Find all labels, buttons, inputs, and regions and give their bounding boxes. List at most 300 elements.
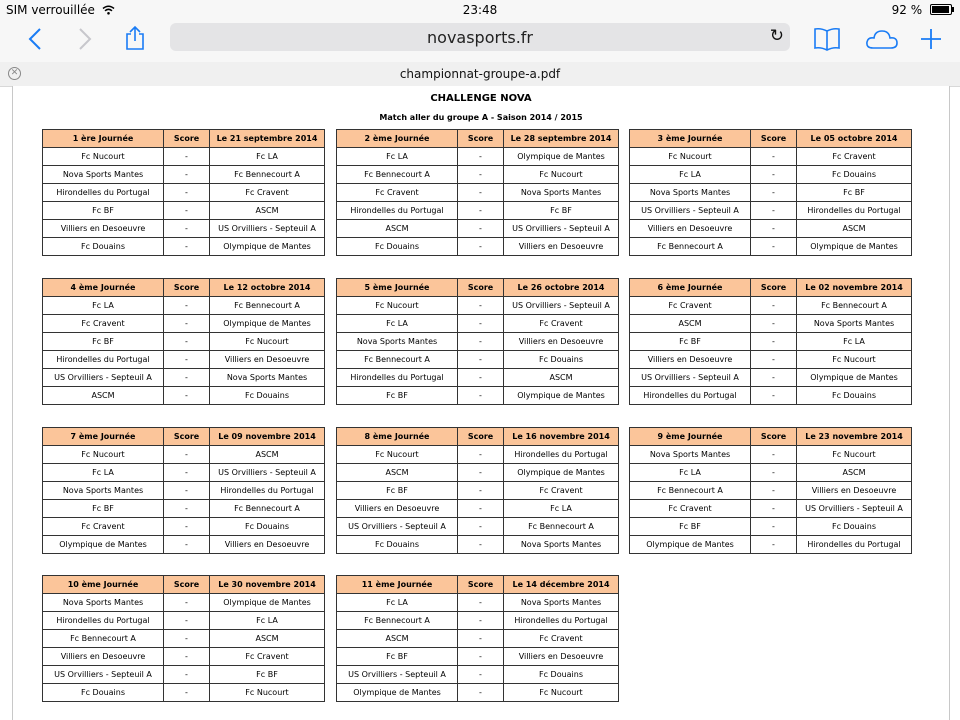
away-team: Fc Bennecourt A [210, 166, 325, 184]
away-team: Fc Cravent [210, 648, 325, 666]
round-date: Le 14 décembre 2014 [504, 576, 619, 594]
match-row [337, 594, 619, 612]
match-row [43, 166, 325, 184]
away-team: Villiers en Desoeuvre [210, 536, 325, 554]
round-label: 5 ème Journée [337, 279, 458, 297]
away-team: Olympique de Mantes [504, 148, 619, 166]
status-bar [0, 0, 960, 20]
match-score: - [164, 536, 210, 554]
home-team: US Orvilliers - Septeuil A [337, 666, 458, 684]
match-row [337, 387, 619, 405]
match-row [337, 238, 619, 256]
match-score: - [458, 351, 504, 369]
match-row [43, 612, 325, 630]
match-score: - [164, 446, 210, 464]
score-header: Score [164, 279, 210, 297]
match-score: - [164, 220, 210, 238]
back-icon [28, 27, 42, 51]
home-team: Fc LA [337, 148, 458, 166]
home-team: Fc BF [337, 482, 458, 500]
match-score: - [458, 238, 504, 256]
match-score: - [164, 630, 210, 648]
pdf-document [12, 86, 950, 720]
match-score: - [164, 202, 210, 220]
away-team: Villiers en Desoeuvre [504, 238, 619, 256]
score-header: Score [164, 428, 210, 446]
match-row [43, 684, 325, 702]
away-team: Fc Bennecourt A [210, 297, 325, 315]
home-team: Fc Cravent [630, 297, 751, 315]
match-row [43, 148, 325, 166]
round-header-row [43, 576, 325, 594]
match-score: - [458, 184, 504, 202]
home-team: Villiers en Desoeuvre [337, 500, 458, 518]
match-score: - [164, 387, 210, 405]
match-score: - [164, 666, 210, 684]
away-team: Fc Douains [797, 166, 912, 184]
bookmarks-icon [813, 27, 841, 51]
home-team: Fc Douains [43, 684, 164, 702]
round-label: 9 ème Journée [630, 428, 751, 446]
home-team: Nova Sports Mantes [630, 184, 751, 202]
home-team: Nova Sports Mantes [43, 166, 164, 184]
away-team: Fc BF [797, 184, 912, 202]
home-team: Fc BF [337, 648, 458, 666]
match-row [337, 166, 619, 184]
home-team: Villiers en Desoeuvre [43, 220, 164, 238]
match-score: - [751, 184, 797, 202]
match-score: - [751, 369, 797, 387]
match-row [337, 148, 619, 166]
round-date: Le 12 octobre 2014 [210, 279, 325, 297]
match-score: - [458, 166, 504, 184]
away-team: Villiers en Desoeuvre [504, 333, 619, 351]
battery-status [892, 3, 952, 17]
reload-button[interactable] [770, 26, 784, 46]
home-team: Fc BF [630, 333, 751, 351]
round-header-row [43, 279, 325, 297]
home-team: Fc LA [43, 464, 164, 482]
away-team: Nova Sports Mantes [797, 315, 912, 333]
match-score: - [164, 369, 210, 387]
away-team: Fc Bennecourt A [210, 500, 325, 518]
round-date: Le 16 novembre 2014 [504, 428, 619, 446]
home-team: Fc BF [337, 387, 458, 405]
home-team: Fc Bennecourt A [337, 166, 458, 184]
away-team: Nova Sports Mantes [504, 536, 619, 554]
match-row [630, 333, 912, 351]
round-date: Le 09 novembre 2014 [210, 428, 325, 446]
round-date: Le 05 octobre 2014 [797, 130, 912, 148]
home-team: Fc Bennecourt A [43, 630, 164, 648]
match-row [43, 220, 325, 238]
match-row [630, 220, 912, 238]
home-team: Fc Bennecourt A [630, 482, 751, 500]
match-row [337, 333, 619, 351]
round-label: 11 ème Journée [337, 576, 458, 594]
home-team: Hirondelles du Portugal [630, 387, 751, 405]
match-row [43, 518, 325, 536]
away-team: US Orvilliers - Septeuil A [210, 464, 325, 482]
match-score: - [458, 666, 504, 684]
home-team: Fc LA [337, 315, 458, 333]
match-score: - [751, 536, 797, 554]
score-header: Score [751, 130, 797, 148]
match-row [337, 464, 619, 482]
away-team: US Orvilliers - Septeuil A [210, 220, 325, 238]
match-row [337, 369, 619, 387]
away-team: Fc Cravent [797, 148, 912, 166]
home-team: Hirondelles du Portugal [43, 612, 164, 630]
match-score: - [751, 351, 797, 369]
away-team: Fc LA [797, 333, 912, 351]
match-score: - [164, 166, 210, 184]
round-date: Le 30 novembre 2014 [210, 576, 325, 594]
match-row [43, 315, 325, 333]
away-team: Fc Nucourt [797, 351, 912, 369]
battery-percent: 92 % [891, 3, 923, 17]
match-row [43, 351, 325, 369]
match-row [337, 666, 619, 684]
away-team: Olympique de Mantes [210, 315, 325, 333]
cloud-icon [865, 28, 899, 50]
away-team: ASCM [797, 220, 912, 238]
pdf-header-bar [0, 62, 960, 87]
away-team: Fc Bennecourt A [504, 518, 619, 536]
away-team: Hirondelles du Portugal [797, 536, 912, 554]
away-team: Fc Douains [504, 351, 619, 369]
match-score: - [458, 202, 504, 220]
home-team: Fc Nucourt [43, 148, 164, 166]
match-row [337, 446, 619, 464]
home-team: Fc Bennecourt A [337, 351, 458, 369]
home-team: US Orvilliers - Septeuil A [630, 202, 751, 220]
match-row [630, 464, 912, 482]
home-team: Fc Bennecourt A [337, 612, 458, 630]
match-score: - [164, 648, 210, 666]
round-label: 10 ème Journée [43, 576, 164, 594]
match-row [630, 351, 912, 369]
round-date: Le 26 octobre 2014 [504, 279, 619, 297]
match-score: - [458, 594, 504, 612]
match-score: - [164, 238, 210, 256]
match-row [630, 518, 912, 536]
home-team: ASCM [43, 387, 164, 405]
browser-toolbar [0, 20, 960, 62]
home-team: Fc Douains [337, 238, 458, 256]
round-date: Le 28 septembre 2014 [504, 130, 619, 148]
home-team: Fc BF [43, 333, 164, 351]
away-team: Hirondelles du Portugal [504, 612, 619, 630]
home-team: ASCM [337, 464, 458, 482]
round-header-row [43, 130, 325, 148]
score-header: Score [458, 279, 504, 297]
match-score: - [164, 500, 210, 518]
match-score: - [164, 464, 210, 482]
away-team: US Orvilliers - Septeuil A [504, 297, 619, 315]
away-team: Fc Bennecourt A [797, 297, 912, 315]
away-team: Fc Cravent [210, 184, 325, 202]
home-team: ASCM [337, 630, 458, 648]
home-team: Nova Sports Mantes [337, 333, 458, 351]
match-score: - [164, 315, 210, 333]
round-table [336, 278, 619, 405]
score-header: Score [751, 428, 797, 446]
match-row [337, 612, 619, 630]
match-row [337, 351, 619, 369]
match-score: - [164, 518, 210, 536]
score-header: Score [458, 428, 504, 446]
match-score: - [458, 482, 504, 500]
home-team: US Orvilliers - Septeuil A [337, 518, 458, 536]
home-team: Nova Sports Mantes [43, 482, 164, 500]
match-row [337, 684, 619, 702]
round-table [336, 575, 619, 702]
score-header: Score [164, 130, 210, 148]
back-button[interactable] [18, 24, 52, 54]
round-header-row [337, 279, 619, 297]
match-score: - [164, 148, 210, 166]
match-score: - [458, 536, 504, 554]
new-tab-button[interactable] [914, 24, 948, 54]
home-team: Fc Cravent [630, 500, 751, 518]
away-team: ASCM [797, 464, 912, 482]
carrier-label: SIM verrouillée [6, 3, 95, 17]
match-score: - [164, 594, 210, 612]
match-score: - [458, 446, 504, 464]
round-header-row [43, 428, 325, 446]
match-row [43, 297, 325, 315]
match-score: - [458, 684, 504, 702]
away-team: Fc Douains [797, 518, 912, 536]
match-row [337, 297, 619, 315]
round-header-row [630, 428, 912, 446]
round-header-row [337, 576, 619, 594]
match-row [337, 202, 619, 220]
home-team: US Orvilliers - Septeuil A [43, 666, 164, 684]
match-row [43, 184, 325, 202]
match-score: - [458, 148, 504, 166]
home-team: ASCM [337, 220, 458, 238]
match-score: - [751, 446, 797, 464]
url-text[interactable]: novasports.fr [427, 28, 533, 47]
match-score: - [458, 297, 504, 315]
away-team: Hirondelles du Portugal [797, 202, 912, 220]
round-label: 7 ème Journée [43, 428, 164, 446]
away-team: Hirondelles du Portugal [210, 482, 325, 500]
away-team: Olympique de Mantes [504, 387, 619, 405]
home-team: Fc LA [337, 594, 458, 612]
match-score: - [751, 500, 797, 518]
score-header: Score [458, 130, 504, 148]
match-row [43, 464, 325, 482]
away-team: Fc LA [210, 612, 325, 630]
match-score: - [458, 220, 504, 238]
home-team: Villiers en Desoeuvre [630, 220, 751, 238]
away-team: Fc Cravent [504, 315, 619, 333]
match-score: - [164, 612, 210, 630]
reload-icon: ↻ [769, 26, 784, 46]
round-header-row [337, 130, 619, 148]
home-team: Olympique de Mantes [43, 536, 164, 554]
match-score: - [458, 464, 504, 482]
round-table [42, 427, 325, 554]
match-score: - [751, 202, 797, 220]
away-team: Villiers en Desoeuvre [504, 648, 619, 666]
home-team: Villiers en Desoeuvre [43, 648, 164, 666]
round-table [629, 427, 912, 554]
round-table [629, 278, 912, 405]
address-bar[interactable] [170, 23, 790, 51]
match-score: - [164, 297, 210, 315]
match-row [43, 446, 325, 464]
away-team: Olympique de Mantes [504, 464, 619, 482]
away-team: Fc BF [504, 202, 619, 220]
home-team: Fc LA [43, 297, 164, 315]
match-score: - [458, 500, 504, 518]
home-team: Nova Sports Mantes [630, 446, 751, 464]
home-team: Olympique de Mantes [337, 684, 458, 702]
forward-button[interactable] [68, 24, 102, 54]
match-score: - [164, 184, 210, 202]
home-team: Hirondelles du Portugal [43, 351, 164, 369]
match-row [337, 220, 619, 238]
match-row [630, 482, 912, 500]
match-row [337, 648, 619, 666]
match-score: - [164, 351, 210, 369]
away-team: ASCM [504, 369, 619, 387]
icloud-tabs-button[interactable] [862, 24, 902, 54]
match-row [43, 482, 325, 500]
match-row [43, 202, 325, 220]
home-team: Fc Nucourt [337, 446, 458, 464]
match-row [337, 184, 619, 202]
match-score: - [164, 684, 210, 702]
share-button[interactable] [118, 24, 152, 54]
match-row [337, 315, 619, 333]
home-team: ASCM [630, 315, 751, 333]
away-team: ASCM [210, 630, 325, 648]
close-icon: ✕ [10, 68, 19, 78]
home-team: Fc BF [630, 518, 751, 536]
match-row [630, 536, 912, 554]
away-team: Fc Cravent [504, 482, 619, 500]
forward-icon [78, 27, 92, 51]
away-team: Villiers en Desoeuvre [210, 351, 325, 369]
home-team: Fc BF [43, 202, 164, 220]
bookmarks-button[interactable] [810, 24, 844, 54]
home-team: Fc Nucourt [43, 446, 164, 464]
away-team: Hirondelles du Portugal [504, 446, 619, 464]
score-header: Score [751, 279, 797, 297]
battery-icon [930, 4, 952, 15]
away-team: Nova Sports Mantes [210, 369, 325, 387]
away-team: Fc LA [504, 500, 619, 518]
match-row [337, 482, 619, 500]
away-team: Olympique de Mantes [797, 238, 912, 256]
home-team: Fc Cravent [337, 184, 458, 202]
match-score: - [751, 148, 797, 166]
home-team: Hirondelles du Portugal [43, 184, 164, 202]
match-score: - [751, 220, 797, 238]
home-team: Nova Sports Mantes [43, 594, 164, 612]
match-row [630, 166, 912, 184]
away-team: Nova Sports Mantes [504, 594, 619, 612]
round-table [336, 427, 619, 554]
away-team: Olympique de Mantes [210, 594, 325, 612]
away-team: Fc Nucourt [797, 446, 912, 464]
home-team: Hirondelles du Portugal [337, 202, 458, 220]
round-table [42, 278, 325, 405]
match-row [43, 387, 325, 405]
home-team: Fc Bennecourt A [630, 238, 751, 256]
away-team: US Orvilliers - Septeuil A [797, 500, 912, 518]
match-score: - [164, 333, 210, 351]
match-row [630, 446, 912, 464]
match-row [43, 500, 325, 518]
round-label: 2 ème Journée [337, 130, 458, 148]
away-team: Fc Douains [504, 666, 619, 684]
score-header: Score [458, 576, 504, 594]
away-team: Olympique de Mantes [210, 238, 325, 256]
home-team: Fc LA [630, 464, 751, 482]
match-score: - [751, 315, 797, 333]
home-team: Villiers en Desoeuvre [630, 351, 751, 369]
home-team: Fc Cravent [43, 518, 164, 536]
match-row [43, 630, 325, 648]
match-score: - [751, 238, 797, 256]
round-table [336, 129, 619, 256]
match-score: - [751, 387, 797, 405]
home-team: US Orvilliers - Septeuil A [630, 369, 751, 387]
match-score: - [458, 518, 504, 536]
home-team: Fc LA [630, 166, 751, 184]
match-score: - [751, 482, 797, 500]
match-score: - [751, 464, 797, 482]
share-icon [124, 25, 146, 51]
home-team: Olympique de Mantes [630, 536, 751, 554]
match-score: - [458, 369, 504, 387]
away-team: Villiers en Desoeuvre [797, 482, 912, 500]
away-team: Olympique de Mantes [797, 369, 912, 387]
match-row [43, 369, 325, 387]
match-row [43, 238, 325, 256]
match-row [630, 500, 912, 518]
match-score: - [458, 333, 504, 351]
match-row [43, 536, 325, 554]
away-team: Fc BF [210, 666, 325, 684]
home-team: Fc Douains [337, 536, 458, 554]
match-row [630, 369, 912, 387]
away-team: US Orvilliers - Septeuil A [504, 220, 619, 238]
new-tab-icon [920, 28, 942, 50]
away-team: Fc Douains [210, 518, 325, 536]
away-team: Fc Nucourt [504, 684, 619, 702]
match-row [43, 666, 325, 684]
match-row [337, 536, 619, 554]
match-row [43, 594, 325, 612]
home-team: Fc Douains [43, 238, 164, 256]
match-row [630, 238, 912, 256]
match-row [630, 184, 912, 202]
round-header-row [630, 279, 912, 297]
away-team: ASCM [210, 202, 325, 220]
match-row [630, 202, 912, 220]
away-team: Fc Douains [797, 387, 912, 405]
home-team: Fc BF [43, 500, 164, 518]
match-row [337, 630, 619, 648]
home-team: Fc Cravent [43, 315, 164, 333]
